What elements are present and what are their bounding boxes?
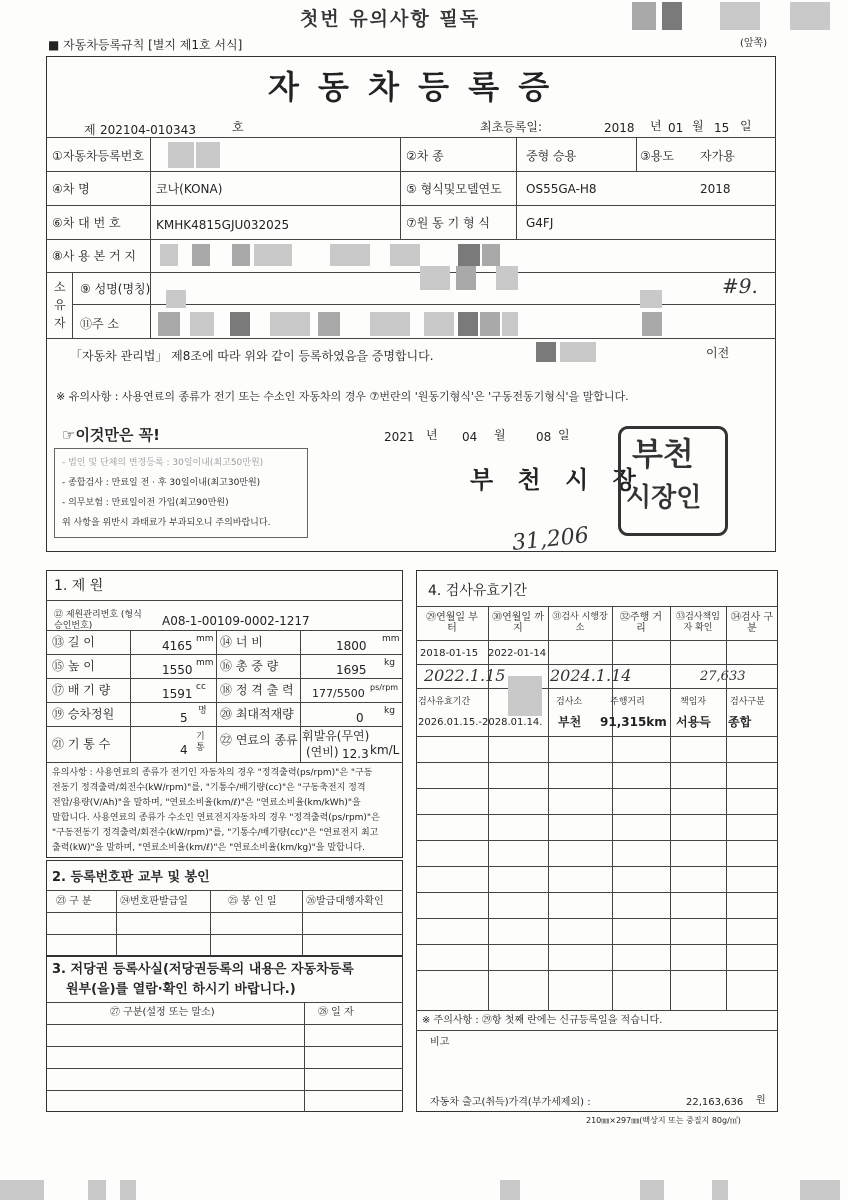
- inspection-col-4: ㉜주행 거리: [619, 612, 663, 634]
- inspection-col-1: ㉙연월일 부터: [426, 612, 478, 634]
- redacted-block: [370, 312, 410, 336]
- plate-col-1: ㉓ 구 분: [56, 896, 92, 907]
- redacted-block: [720, 2, 760, 30]
- first-reg-month: 01: [668, 121, 684, 135]
- important-line-3: - 의무보험 : 만료일이전 가입(최고90만원): [62, 498, 229, 508]
- inspection-row1-to: 2022-01-14: [488, 648, 547, 659]
- field-7-value: G4FJ: [526, 216, 554, 230]
- inspection-row2-km: 27,633: [700, 669, 746, 684]
- stamp-label-3: 주행거리: [610, 697, 645, 707]
- spec-15-value: 1550: [162, 663, 193, 677]
- spec-18-value: 177/5500: [312, 687, 365, 700]
- issue-month: 04: [462, 430, 478, 444]
- spec-notice-3: 전압/용량(V/Ah)"을 말하며, "연료소비율(km/ℓ)"은 "연료소비율(km/kWh)"을: [52, 798, 361, 808]
- redacted-block: [662, 2, 682, 30]
- spec-19-unit: 명: [198, 706, 207, 716]
- spec-22b-label: (연비): [306, 745, 339, 759]
- inspection-row1-from: 2018-01-15: [420, 648, 479, 659]
- spec-notice-4: 말합니다. 사용연료의 종류가 수소인 연료전지자동차의 경우 "정격출력(ps/rpm)"은: [52, 813, 380, 823]
- plate-col-4: ㉖발급대행자확인: [306, 896, 384, 907]
- redacted-block: [800, 1180, 840, 1200]
- field-5-year: 2018: [700, 182, 731, 196]
- redacted-block: [642, 312, 662, 336]
- field-3-value: 자가용: [700, 149, 735, 163]
- lien-col-1: ㉗ 구분(설정 또는 말소): [110, 1007, 215, 1018]
- remarks-label: 비고: [430, 1037, 450, 1048]
- redacted-block: [158, 312, 180, 336]
- field-2-label: ②차 종: [406, 149, 444, 163]
- issue-day: 08: [536, 430, 552, 444]
- certify-text: 「자동차 관리법」 제8조에 따라 위와 같이 등록하였음을 증명합니다.: [70, 349, 434, 363]
- stamp-value-5: 종합: [728, 715, 752, 729]
- stamp-label-2: 검사소: [556, 697, 583, 707]
- spec-17-unit: cc: [196, 682, 206, 692]
- reg-no-suffix: 호: [232, 120, 244, 134]
- important-title: ☞이것만은 꼭!: [62, 426, 160, 444]
- field-2-value: 중형 승용: [526, 149, 577, 163]
- field-5-value: OS55GA-H8: [526, 182, 597, 196]
- redacted-block: [270, 312, 310, 336]
- spec-22b-unit: km/L: [370, 743, 400, 757]
- spec-16-value: 1695: [336, 663, 367, 677]
- notice-main: ※ 유의사항 : 사용연료의 종류가 전기 또는 수소인 자동차의 경우 ⑦번란의 '원동기형식'은 '구동전동기형식'을 말합니다.: [56, 390, 629, 403]
- spec-notice-6: 출력(kW)"을 말하며, "연료소비율(km/ℓ)"은 "연료소비율(km/kg)"을 말합니다.: [52, 843, 365, 853]
- redacted-block: [712, 1180, 728, 1200]
- paper-note: 210㎜×297㎜(백상지 또는 중질지 80g/㎡): [586, 1116, 741, 1125]
- spec-12-label: ⑫ 제원관리번호 (형식승인번호): [54, 610, 142, 631]
- redacted-block: [120, 1180, 136, 1200]
- spec-20-value: 0: [356, 711, 364, 725]
- redacted-block: [480, 312, 500, 336]
- first-reg-day: 15: [714, 121, 730, 135]
- redacted-block: [420, 266, 450, 290]
- stamp-value-4: 서용득: [676, 715, 711, 729]
- top-banner: 첫번 유의사항 필독: [300, 8, 481, 30]
- spec-18-unit: ps/rpm: [370, 683, 399, 692]
- stamp-value-1: 2026.01.15.-2028.01.14.: [418, 717, 543, 728]
- form-reference: ■ 자동차등록규칙 [별지 제1호 서식]: [48, 38, 243, 52]
- spec-13-unit: mm: [196, 634, 214, 644]
- spec-21-label: ㉑ 기 통 수: [52, 737, 111, 751]
- redacted-block: [168, 142, 194, 168]
- important-line-4: 위 사항을 위반시 과태료가 부과되오니 주의바랍니다.: [62, 518, 271, 528]
- lien-box: [46, 956, 403, 1112]
- plate-col-3: ㉕ 봉 인 일: [228, 896, 277, 907]
- issue-m: 월: [494, 428, 506, 442]
- spec-notice-5: "구동전동기 정격출력/회전수(kW/rpm)"를, "기통수/배기량(cc)"은 "연료전지 최고: [52, 828, 379, 838]
- spec-21-value: 4: [180, 743, 188, 757]
- first-reg-y: 년: [650, 119, 662, 133]
- field-3-label: ③용도: [640, 149, 674, 163]
- inspection-row2-to: 2024.1.14: [550, 666, 632, 685]
- handwritten-note: 31,206: [510, 523, 591, 556]
- lien-col-2: ㉘ 일 자: [318, 1007, 354, 1018]
- stamp-value-3: 91,315km: [600, 715, 667, 729]
- inspection-col-5: ㉝검사책임자 확인: [676, 612, 720, 633]
- redacted-block: [458, 244, 480, 266]
- stamp-label-4: 책임자: [680, 697, 707, 707]
- spec-13-value: 4165: [162, 639, 193, 653]
- redacted-block: [254, 244, 292, 266]
- issue-d: 일: [558, 428, 570, 442]
- redacted-block: [166, 290, 186, 308]
- redacted-block: [0, 1180, 44, 1200]
- spec-20-label: ⑳ 최대적재량: [220, 707, 294, 721]
- redacted-block: [536, 342, 556, 362]
- spec-19-label: ⑲ 승차정원: [52, 707, 115, 721]
- issue-year: 2021: [384, 430, 415, 444]
- redacted-block: [640, 1180, 664, 1200]
- first-reg-d: 일: [740, 119, 752, 133]
- lien-title-1: 3. 저당권 등록사실(저당권등록의 내용은 자동차등록: [52, 962, 354, 977]
- price-label: 자동차 출고(취득)가격(부가세제외) :: [430, 1097, 591, 1108]
- stamp-label-1: 검사유효기간: [418, 697, 471, 707]
- price-value: 22,163,636: [686, 1097, 744, 1108]
- spec-22b-value: 12.3: [342, 747, 369, 761]
- first-reg-m: 월: [692, 119, 704, 133]
- certificate-title: 자 동 차 등 록 증: [268, 68, 554, 106]
- field-6-label: ⑥차 대 번 호: [52, 216, 121, 230]
- field-8-label: ⑧사 용 본 거 지: [52, 249, 136, 263]
- spec-18-label: ⑱ 정 격 출 력: [220, 683, 294, 697]
- redacted-block: [502, 312, 518, 336]
- reg-no-prefix: 제: [84, 123, 96, 137]
- stamp-value-2: 부천: [558, 715, 582, 729]
- inspection-row2-from: 2022.1.15: [424, 666, 506, 685]
- field-11-note: #9.: [722, 274, 758, 298]
- redacted-block: [640, 290, 662, 308]
- field-4-label: ④차 명: [52, 182, 90, 196]
- spec-20-unit: kg: [384, 706, 395, 716]
- redacted-block: [508, 676, 542, 716]
- owner-side-2: 유: [54, 298, 66, 312]
- spec-17-label: ⑰ 배 기 량: [52, 683, 111, 697]
- plate-col-2: ㉔번호판발급일: [120, 896, 188, 907]
- spec-15-label: ⑮ 높 이: [52, 659, 95, 673]
- field-6-value: KMHK4815GJU032025: [156, 218, 290, 232]
- important-line-2: - 종합검사 : 만료일 전 · 후 30일이내(최고30만원): [62, 478, 261, 488]
- certify-suffix: 이전: [706, 346, 730, 360]
- spec-22-label: ㉒ 연료의 종류: [220, 733, 298, 747]
- redacted-block: [424, 312, 454, 336]
- spec-16-unit: kg: [384, 658, 395, 668]
- redacted-block: [196, 142, 220, 168]
- reg-no: 202104-010343: [100, 123, 196, 137]
- inspection-notice: ※ 주의사항 : ㉙항 첫째 란에는 신규등록일을 적습니다.: [422, 1015, 663, 1026]
- redacted-block: [482, 244, 500, 266]
- inspection-col-6: ㉞검사 구분: [730, 612, 774, 634]
- important-line-1: - 법인 및 단체의 변경등록 : 30일이내(최고50만원): [62, 458, 264, 468]
- field-9-label: ⑨ 성명(명칭): [80, 282, 151, 296]
- first-reg-year: 2018: [604, 121, 635, 135]
- seal-text-bottom: 시장인: [626, 483, 702, 513]
- spec-15-unit: mm: [196, 658, 214, 668]
- plate-title: 2. 등록번호판 교부 및 봉인: [52, 870, 210, 885]
- redacted-block: [560, 342, 596, 362]
- inspection-col-2: ㉚연월일 까지: [492, 612, 544, 634]
- owner-side-1: 소: [54, 280, 66, 294]
- spec-19-value: 5: [180, 711, 188, 725]
- issuer: 부 천 시 장: [470, 466, 644, 494]
- spec-17-value: 1591: [162, 687, 193, 701]
- inspection-col-3: ㉛검사 시행장소: [552, 612, 608, 633]
- spec-21-unit: 기통: [196, 732, 205, 753]
- redacted-block: [88, 1180, 106, 1200]
- redacted-block: [230, 312, 250, 336]
- spec-12-value: A08-1-00109-0002-1217: [162, 614, 310, 628]
- field-7-label: ⑦원 동 기 형 식: [406, 216, 490, 230]
- redacted-block: [458, 312, 478, 336]
- redacted-block: [160, 244, 178, 266]
- field-11-label: ⑪주 소: [80, 317, 119, 331]
- spec-13-label: ⑬ 길 이: [52, 635, 95, 649]
- first-reg-label: 최초등록일:: [480, 120, 543, 134]
- spec-16-label: ⑯ 총 중 량: [220, 659, 279, 673]
- spec-notice-2: 전동기 정격출력/회전수(kW/rpm)"를, "기통수/배기량(cc)"은 "구동축전지 정격: [52, 783, 366, 793]
- redacted-block: [500, 1180, 520, 1200]
- issue-y: 년: [426, 428, 438, 442]
- redacted-block: [790, 2, 830, 30]
- field-4-value: 코나(KONA): [156, 182, 223, 196]
- redacted-block: [330, 244, 370, 266]
- redacted-block: [496, 266, 518, 290]
- page-side: (앞쪽): [740, 38, 768, 49]
- redacted-block: [192, 244, 210, 266]
- spec-14-unit: mm: [382, 634, 400, 644]
- redacted-block: [318, 312, 340, 336]
- redacted-block: [632, 2, 656, 30]
- redacted-block: [456, 266, 476, 290]
- redacted-block: [190, 312, 214, 336]
- stamp-label-5: 검사구분: [730, 697, 765, 707]
- spec-14-value: 1800: [336, 639, 367, 653]
- redacted-block: [390, 244, 420, 266]
- inspection-title: 4. 검사유효기간: [428, 583, 527, 599]
- field-5-label: ⑤ 형식및모델연도: [406, 182, 502, 196]
- spec-22-value: 휘발유(무연): [302, 729, 370, 743]
- owner-side-3: 자: [54, 316, 66, 330]
- seal-text-top: 부천: [632, 435, 694, 473]
- spec-title: 1. 제 원: [54, 578, 104, 594]
- price-unit: 원: [756, 1095, 766, 1106]
- spec-14-label: ⑭ 너 비: [220, 635, 263, 649]
- redacted-block: [232, 244, 250, 266]
- spec-notice-1: 유의사항 : 사용연료의 종류가 전기인 자동차의 경우 "정격출력(ps/rpm)"은 "구동: [52, 768, 373, 778]
- lien-title-2: 원부(을)를 열람·확인 하시기 바랍니다.): [66, 982, 296, 997]
- field-1-label: ①자동차등록번호: [52, 149, 144, 163]
